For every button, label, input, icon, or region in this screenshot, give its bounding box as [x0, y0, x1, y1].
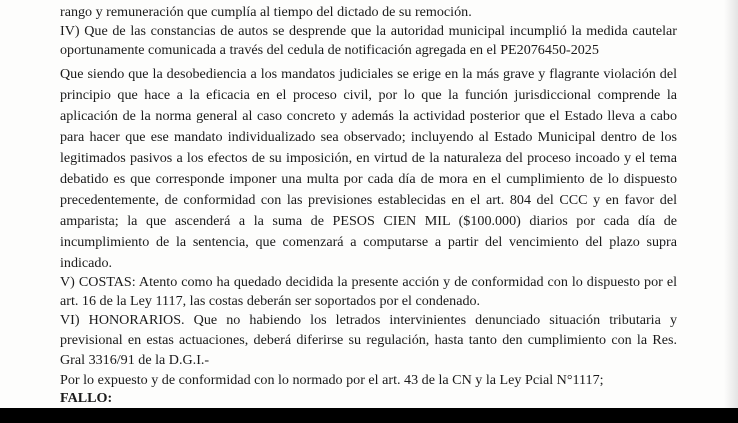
text-line: previsional en estas actuaciones, deberá diferirse su regulación, hasta tanto den cumplimiento con la Res.: [60, 332, 677, 348]
text-line: principio que hace a la eficacia en el proceso civil, por lo que la función jurisdiccional comprende la: [60, 87, 677, 103]
text-line: para hacer que ese mandato individualizado sea observado; incluyendo al Estado Municipal dentro de los: [60, 129, 677, 145]
text-line: indicado.: [60, 255, 113, 271]
text-line: aplicación de la norma general al caso concreto y además la actividad posterior que el Estado lleva a cabo: [60, 108, 677, 124]
bottom-bar: [0, 408, 738, 423]
text-line: precedentemente, de conformidad con las previsiones establecidas en el art. 804 del CCC y en favor del: [60, 192, 677, 208]
text-line: Que siendo que la desobediencia a los mandatos judiciales se erige en la más grave y flagrante violación del: [60, 66, 677, 82]
verdict-heading: FALLO:: [60, 390, 113, 406]
text-line: IV) Que de las constancias de autos se desprende que la autoridad municipal incumplió la medida cautelar: [60, 23, 677, 39]
text-line: VI) HONORARIOS. Que no habiendo los letrados intervinientes denunciado situación tributaria y: [60, 312, 677, 328]
text-line: rango y remuneración que cumplía al tiempo del dictado de su remoción.: [60, 4, 472, 20]
text-line: amparista; la que ascenderá a la suma de PESOS CIEN MIL ($100.000) diarios por cada día de: [60, 213, 677, 229]
text-line: oportunamente comunicada a través del cedula de notificación agregada en el PE2076450-2025: [60, 42, 599, 58]
text-line: incumplimiento de la sentencia, que comenzará a computarse a partir del vencimiento del plazo supra: [60, 234, 677, 250]
text-line: art. 16 de la Ley 1117, las costas deberán ser soportados por el condenado.: [60, 293, 481, 309]
text-line: Por lo expuesto y de conformidad con lo normado por el art. 43 de la CN y la Ley Pcial N°1117;: [60, 372, 604, 388]
text-line: legitimados pasivos a los efectos de su imposición, en virtud de la naturaleza del proceso incoado y el tema: [60, 150, 677, 166]
text-line: V) COSTAS: Atento como ha quedado decidida la presente acción y de conformidad con lo dispuesto por el: [60, 274, 677, 290]
text-line: Gral 3316/91 de la D.G.I.-: [60, 352, 210, 368]
text-line: debatido es que corresponde imponer una multa por cada día de mora en el cumplimiento de lo dispuesto: [60, 171, 677, 187]
